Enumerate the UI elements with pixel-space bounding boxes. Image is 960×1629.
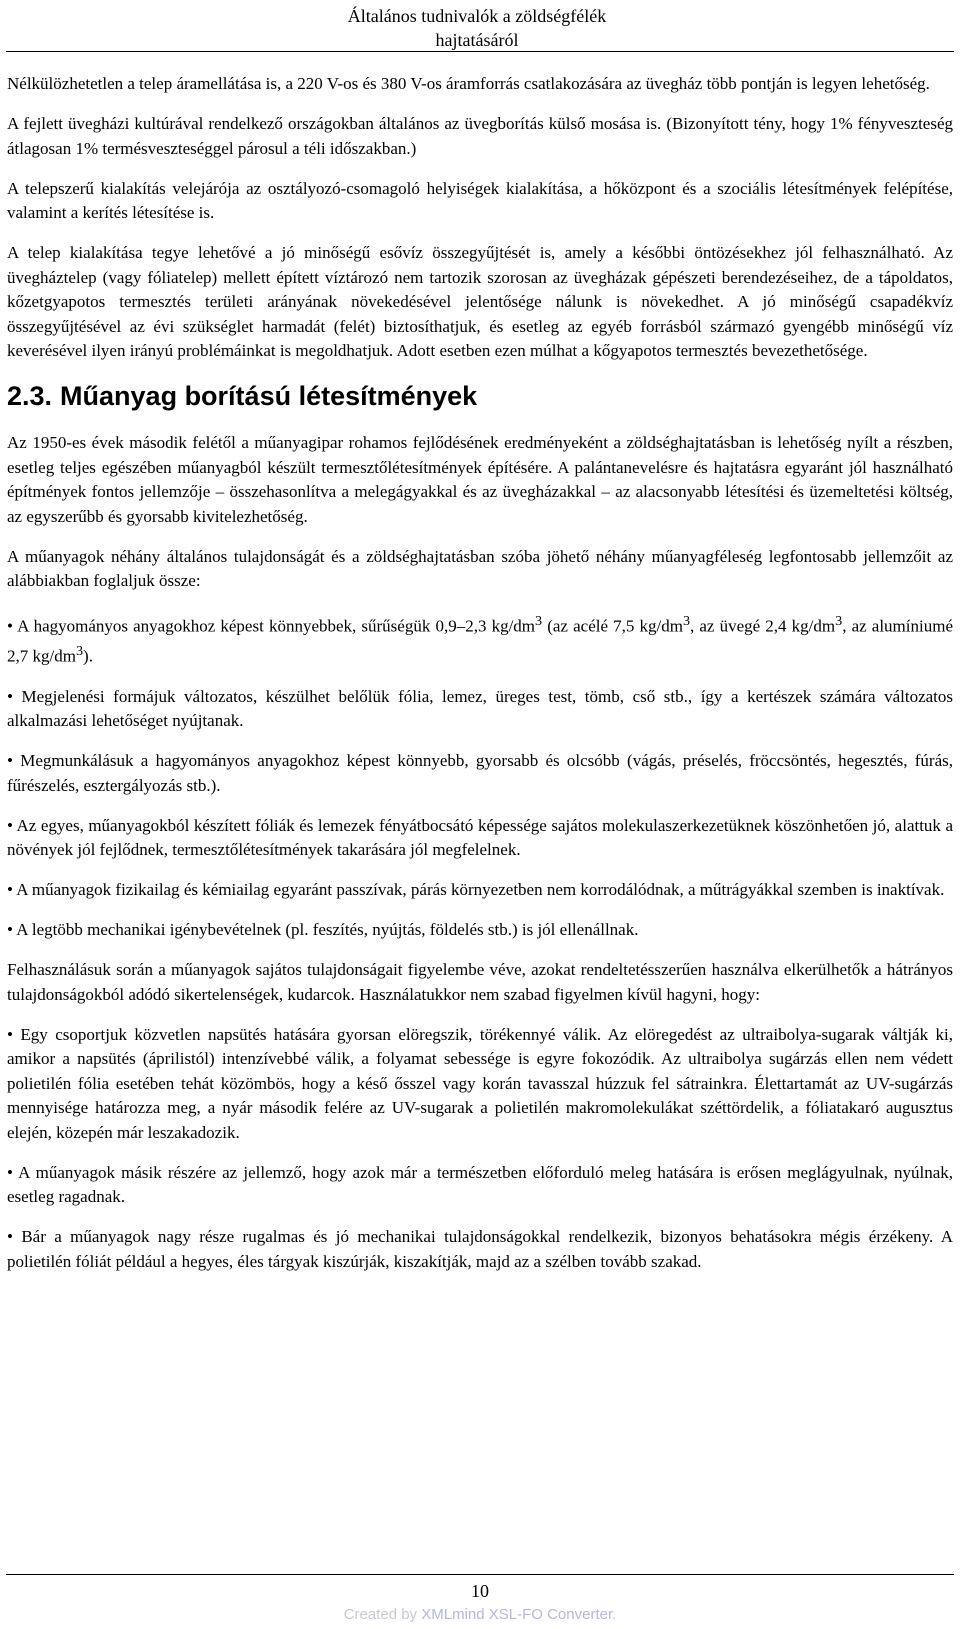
bullet-puncture: • Bár a műanyagok nagy része rugalmas és jó mechanikai tulajdonságokkal rendelkezik, bizonyos behatásokra mégis érzékeny. A polietilén fóliát például a hegyes, éles tárgyak kiszúrják, kiszakítják, majd az a szélben tovább szakad. bbox=[7, 1227, 953, 1271]
bullet-uv-aging: • Egy csoportjuk közvetlen napsütés hatására gyorsan elöregszik, törékennyé válik. Az elöregedést az ultraibolya-sugarak váltják ki, amikor a napsütés (áprilistól) intenzívebbé válik, a folyamat sebessége is egyre fokozódik. Az ultraibolya sugárzás ellen nem védett polietilén fólia esetében tehát közömbös, hogy a késő ősszel vagy korán tavasszal húzzuk fel sátrainkra. Élettartamát az UV-sugárzás mennyisége határozza meg, a nyár második felére az UV-sugarak a polietilén makromolekulákat széttördelik, a fóliatakaró augusztus elején, közepén már leszakadozik. bbox=[7, 1024, 953, 1142]
page-header bbox=[0, 4, 960, 52]
paragraph-plastics-summary: A műanyagok néhány általános tulajdonságát és a zöldséghajtatásban szóba jöhető néhány műanyagféleség legfontosabb jellemzőit az alábbiakban foglaljuk össze: bbox=[7, 546, 953, 590]
document-body bbox=[7, 72, 953, 1290]
section-number: 2.3. bbox=[7, 381, 53, 411]
section-heading bbox=[7, 379, 953, 413]
bullet-mechanical: • A legtöbb mechanikai igénybevételnek (pl. feszítés, nyújtás, földelés stb.) is jól ellenállnak. bbox=[7, 920, 639, 940]
bullet-machining: • Megmunkálásuk a hagyományos anyagokhoz képest könnyebb, gyorsabb és olcsóbb (vágás, préselés, fröccsöntés, hegesztés, fúrás, fűrészelés, esztergályozás stb.). bbox=[7, 751, 953, 795]
paragraph-rainwater: A telep kialakítása tegye lehetővé a jó minőségű esővíz összegyűjtését is, amely a későbbi öntözésekhez jól felhasználható. Az üvegháztelep (vagy fóliatelep) mellett épített víztározó nem tartozik szorosan az üvegházak gépészeti berendezéseihez, de a tápoldatos, kőzetgyapotos termesztés területi arányának növekedésével jelentősége nálunk is növekedhet. A jó minőségű csapadékvíz összegyűjtésével az évi szükséglet harmadát (felét) biztosíthatjuk, és esetleg az egyéb forrásból származó gyengébb minőségű víz keverésével ilyen irányú problémáinkat is megoldhatjuk. Adott esetben ezen múlhat a kőgyapotos termesztés bevezethetősége. bbox=[7, 243, 953, 360]
paragraph-usage: Felhasználásuk során a műanyagok sajátos tulajdonságait figyelembe véve, azokat rendeltetésszerűen használva elkerülhetők a hátrányos tulajdonságokból adódó sikertelenségek, kudarcok. Használatukkor nem szabad figyelmen kívül hagyni, hogy: bbox=[7, 960, 953, 1004]
footer-divider bbox=[6, 1574, 954, 1575]
bullet-heat-softening: • A műanyagok másik részére az jellemző, hogy azok már a természetben előforduló meleg hatására is erősen meglágyulnak, nyúlnak, esetleg ragadnak. bbox=[7, 1162, 953, 1207]
paragraph-facilities: A telepszerű kialakítás velejárója az osztályozó-csomagoló helyiségek kialakítása, a hőközpont és a szociális létesítmények felépítése, valamint a kerítés létesítése is. bbox=[7, 178, 953, 222]
header-line-1: Általános tudnivalók a zöldségfélék bbox=[347, 6, 607, 26]
page-number: 10 bbox=[471, 1581, 489, 1601]
paragraph-plastics-history: Az 1950-es évek második felétől a műanyagipar rohamos fejlődésének eredményeként a zöldséghajtatásban is lehetőség nyílt a részben, esetleg teljes egészében műanyagból készült termesztőlétesítmények építésére. A palántanevelésre és hajtatásra egyaránt jól használható építmények fontos jellemzője – összehasonlítva a melegágyakkal és az üvegházakkal – az alacsonyabb létesítési és üzemeltetési költség, az egyszerűbb és gyorsabb kivitelezhetőség. bbox=[7, 433, 953, 526]
header-line-2: hajtatásáról bbox=[435, 30, 519, 50]
paragraph-glass-washing: A fejlett üvegházi kultúrával rendelkező országokban általános az üvegborítás külső mosása is. (Bizonyított tény, hogy 1% fényveszteség átlagosan 1% termésveszteséggel párosul a téli időszakban.) bbox=[7, 114, 953, 158]
bullet-light-transmission: • Az egyes, műanyagokból készített fóliák és lemezek fényátbocsátó képessége sajátos molekulaszerkezetüknek köszönhetően jó, alattuk a növények jól fejlődnek, termesztőlétesítmények takarására jól megfelelnek. bbox=[7, 815, 953, 860]
header-divider bbox=[6, 51, 954, 52]
paragraph-power-supply: Nélkülözhetetlen a telep áramellátása is, a 220 V-os és 380 V-os áramforrás csatlakozására az üvegház több pontján is legyen lehetőség. bbox=[7, 74, 930, 93]
converter-watermark: Created by XMLmind XSL-FO Converter. bbox=[343, 1606, 617, 1623]
section-title: Műanyag borítású létesítmények bbox=[60, 381, 478, 411]
bullet-passivity: • A műanyagok fizikailag és kémiailag egyaránt passzívak, párás környezetben nem korrodálódnak, a műtrágyákkal szemben is inaktívak. bbox=[7, 880, 945, 900]
converter-name: XMLmind XSL-FO Converter bbox=[421, 1606, 613, 1623]
bullet-forms: • Megjelenési formájuk változatos, készülhet belőlük fólia, lemez, üreges test, tömb, cső stb., így a kertészek számára változatos alkalmazási lehetőséget nyújtanak. bbox=[7, 686, 953, 731]
bullet-density: • A hagyományos anyagokhoz képest könnyebbek, sűrűségük 0,9–2,3 $kg/dm^3$ (az acélé 7,5 $kg/dm^3$, az üvegé 2,4 $kg/dm^3$, az alumíniumé 2,7 $kg/dm^3$). bbox=[7, 613, 953, 666]
